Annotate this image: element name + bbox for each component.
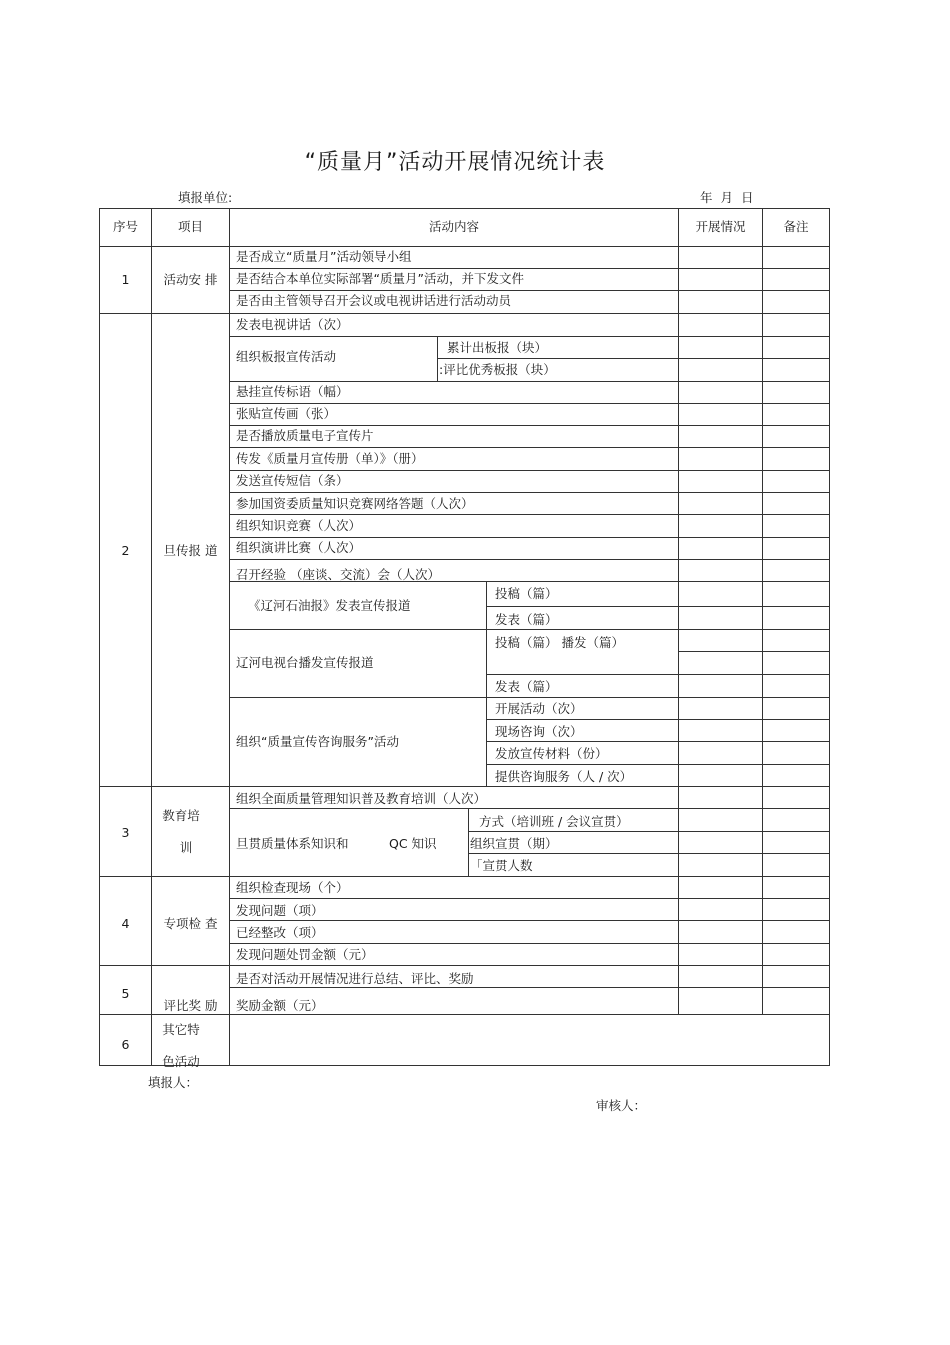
section-2-item: 旦传报 道 xyxy=(163,543,218,558)
group-label: 组织板报宣传活动 xyxy=(236,349,337,364)
row-label: 已经整改（项） xyxy=(236,925,324,940)
sub-row-label: 发表（篇） xyxy=(495,679,558,694)
row-label: 是否由主管领导召开会议或电视讲话进行活动动员 xyxy=(236,293,512,308)
sub-row-label: 现场咨询（次） xyxy=(495,724,583,739)
group-label: 旦贯质量体系知识和 xyxy=(236,836,349,851)
sub-row-label: 组织宣贯（期） xyxy=(470,836,558,851)
sub-row-label: 发表（篇） xyxy=(495,612,558,627)
row-label: 是否播放质量电子宣传片 xyxy=(236,428,374,443)
fill-unit-label: 填报单位: xyxy=(178,190,233,205)
row-label: 组织检查现场（个） xyxy=(236,880,349,895)
group-label: QC 知识 xyxy=(389,836,437,851)
header-no: 序号 xyxy=(112,219,138,234)
reviewer-label: 审核人： xyxy=(596,1098,647,1113)
row-label: 参加国资委质量知识竞赛网络答题（人次） xyxy=(236,496,474,511)
group-label: 组织“质量宣传咨询服务”活动 xyxy=(236,734,399,749)
sub-row-label: 累计出板报（块） xyxy=(447,340,548,355)
row-label: 发现问题（项） xyxy=(236,903,324,918)
header-status: 开展情况 xyxy=(695,219,746,234)
section-6-no: 6 xyxy=(121,1037,130,1052)
section-3-item-line1: 教育培 xyxy=(162,808,200,823)
row-label: 组织全面质量管理知识普及教育培训（人次） xyxy=(236,791,487,806)
section-3-no: 3 xyxy=(121,825,130,840)
row-label: 发现问题处罚金额（元） xyxy=(236,947,374,962)
header-item: 项目 xyxy=(177,219,203,234)
sub-row-label: 开展活动（次） xyxy=(495,701,583,716)
section-3-item-line2: 训 xyxy=(179,840,193,855)
section-2-no: 2 xyxy=(121,543,130,558)
header-content: 活动内容 xyxy=(428,219,479,234)
group-label: 《辽河石油报》发表宣传报道 xyxy=(248,598,411,613)
row-label: 组织知识竞赛（人次） xyxy=(236,518,362,533)
section-6-item-line2: 色活动 xyxy=(162,1054,200,1069)
header-remark: 备注 xyxy=(783,219,809,234)
row-label: 悬挂宣传标语（幅） xyxy=(236,384,349,399)
section-4-item: 专项检 查 xyxy=(163,916,218,931)
section-6-item-line1: 其它特 xyxy=(162,1022,200,1037)
section-5-item: 评比奖 励 xyxy=(163,998,218,1013)
row-label: 是否对活动开展情况进行总结、评比、奖励 xyxy=(236,971,474,986)
sub-row-label: 投稿（篇） xyxy=(495,586,558,601)
reporter-label: 填报人： xyxy=(148,1075,199,1090)
row-label: 组织演讲比赛（人次） xyxy=(236,540,362,555)
row-label: 召开经验 （座谈、交流）会（人次） xyxy=(236,567,440,582)
section-1-no: 1 xyxy=(121,272,130,287)
row-label: 是否成立“质量月”活动领导小组 xyxy=(236,249,412,264)
group-label: 辽河电视台播发宣传报道 xyxy=(236,655,374,670)
section-1-item: 活动安 排 xyxy=(163,272,218,287)
sub-row-label: 提供咨询服务（人 / 次） xyxy=(495,769,633,784)
sub-row-label: :评比优秀板报（块） xyxy=(439,362,556,377)
date-label: 年 月 日 xyxy=(700,190,756,205)
row-label: 是否结合本单位实际部署“质量月”活动，并下发文件 xyxy=(236,271,524,286)
sub-row-label: 投稿（篇） 播发（篇） xyxy=(495,635,624,650)
page-title: “质量月”活动开展情况统计表 xyxy=(304,150,606,175)
row-label: 传发《质量月宣传册（单）》（册） xyxy=(236,451,424,466)
row-label: 张贴宣传画（张） xyxy=(236,406,337,421)
row-label: 奖励金额（元） xyxy=(236,998,324,1013)
sub-row-label: 「宣贯人数 xyxy=(470,858,533,873)
sub-row-label: 方式（培训班 / 会议宣贯） xyxy=(479,814,629,829)
sub-row-label: 发放宣传材料（份） xyxy=(495,746,608,761)
section-5-no: 5 xyxy=(121,986,130,1001)
row-label: 发送宣传短信（条） xyxy=(236,473,349,488)
row-label: 发表电视讲话（次） xyxy=(236,317,349,332)
section-4-no: 4 xyxy=(121,916,130,931)
